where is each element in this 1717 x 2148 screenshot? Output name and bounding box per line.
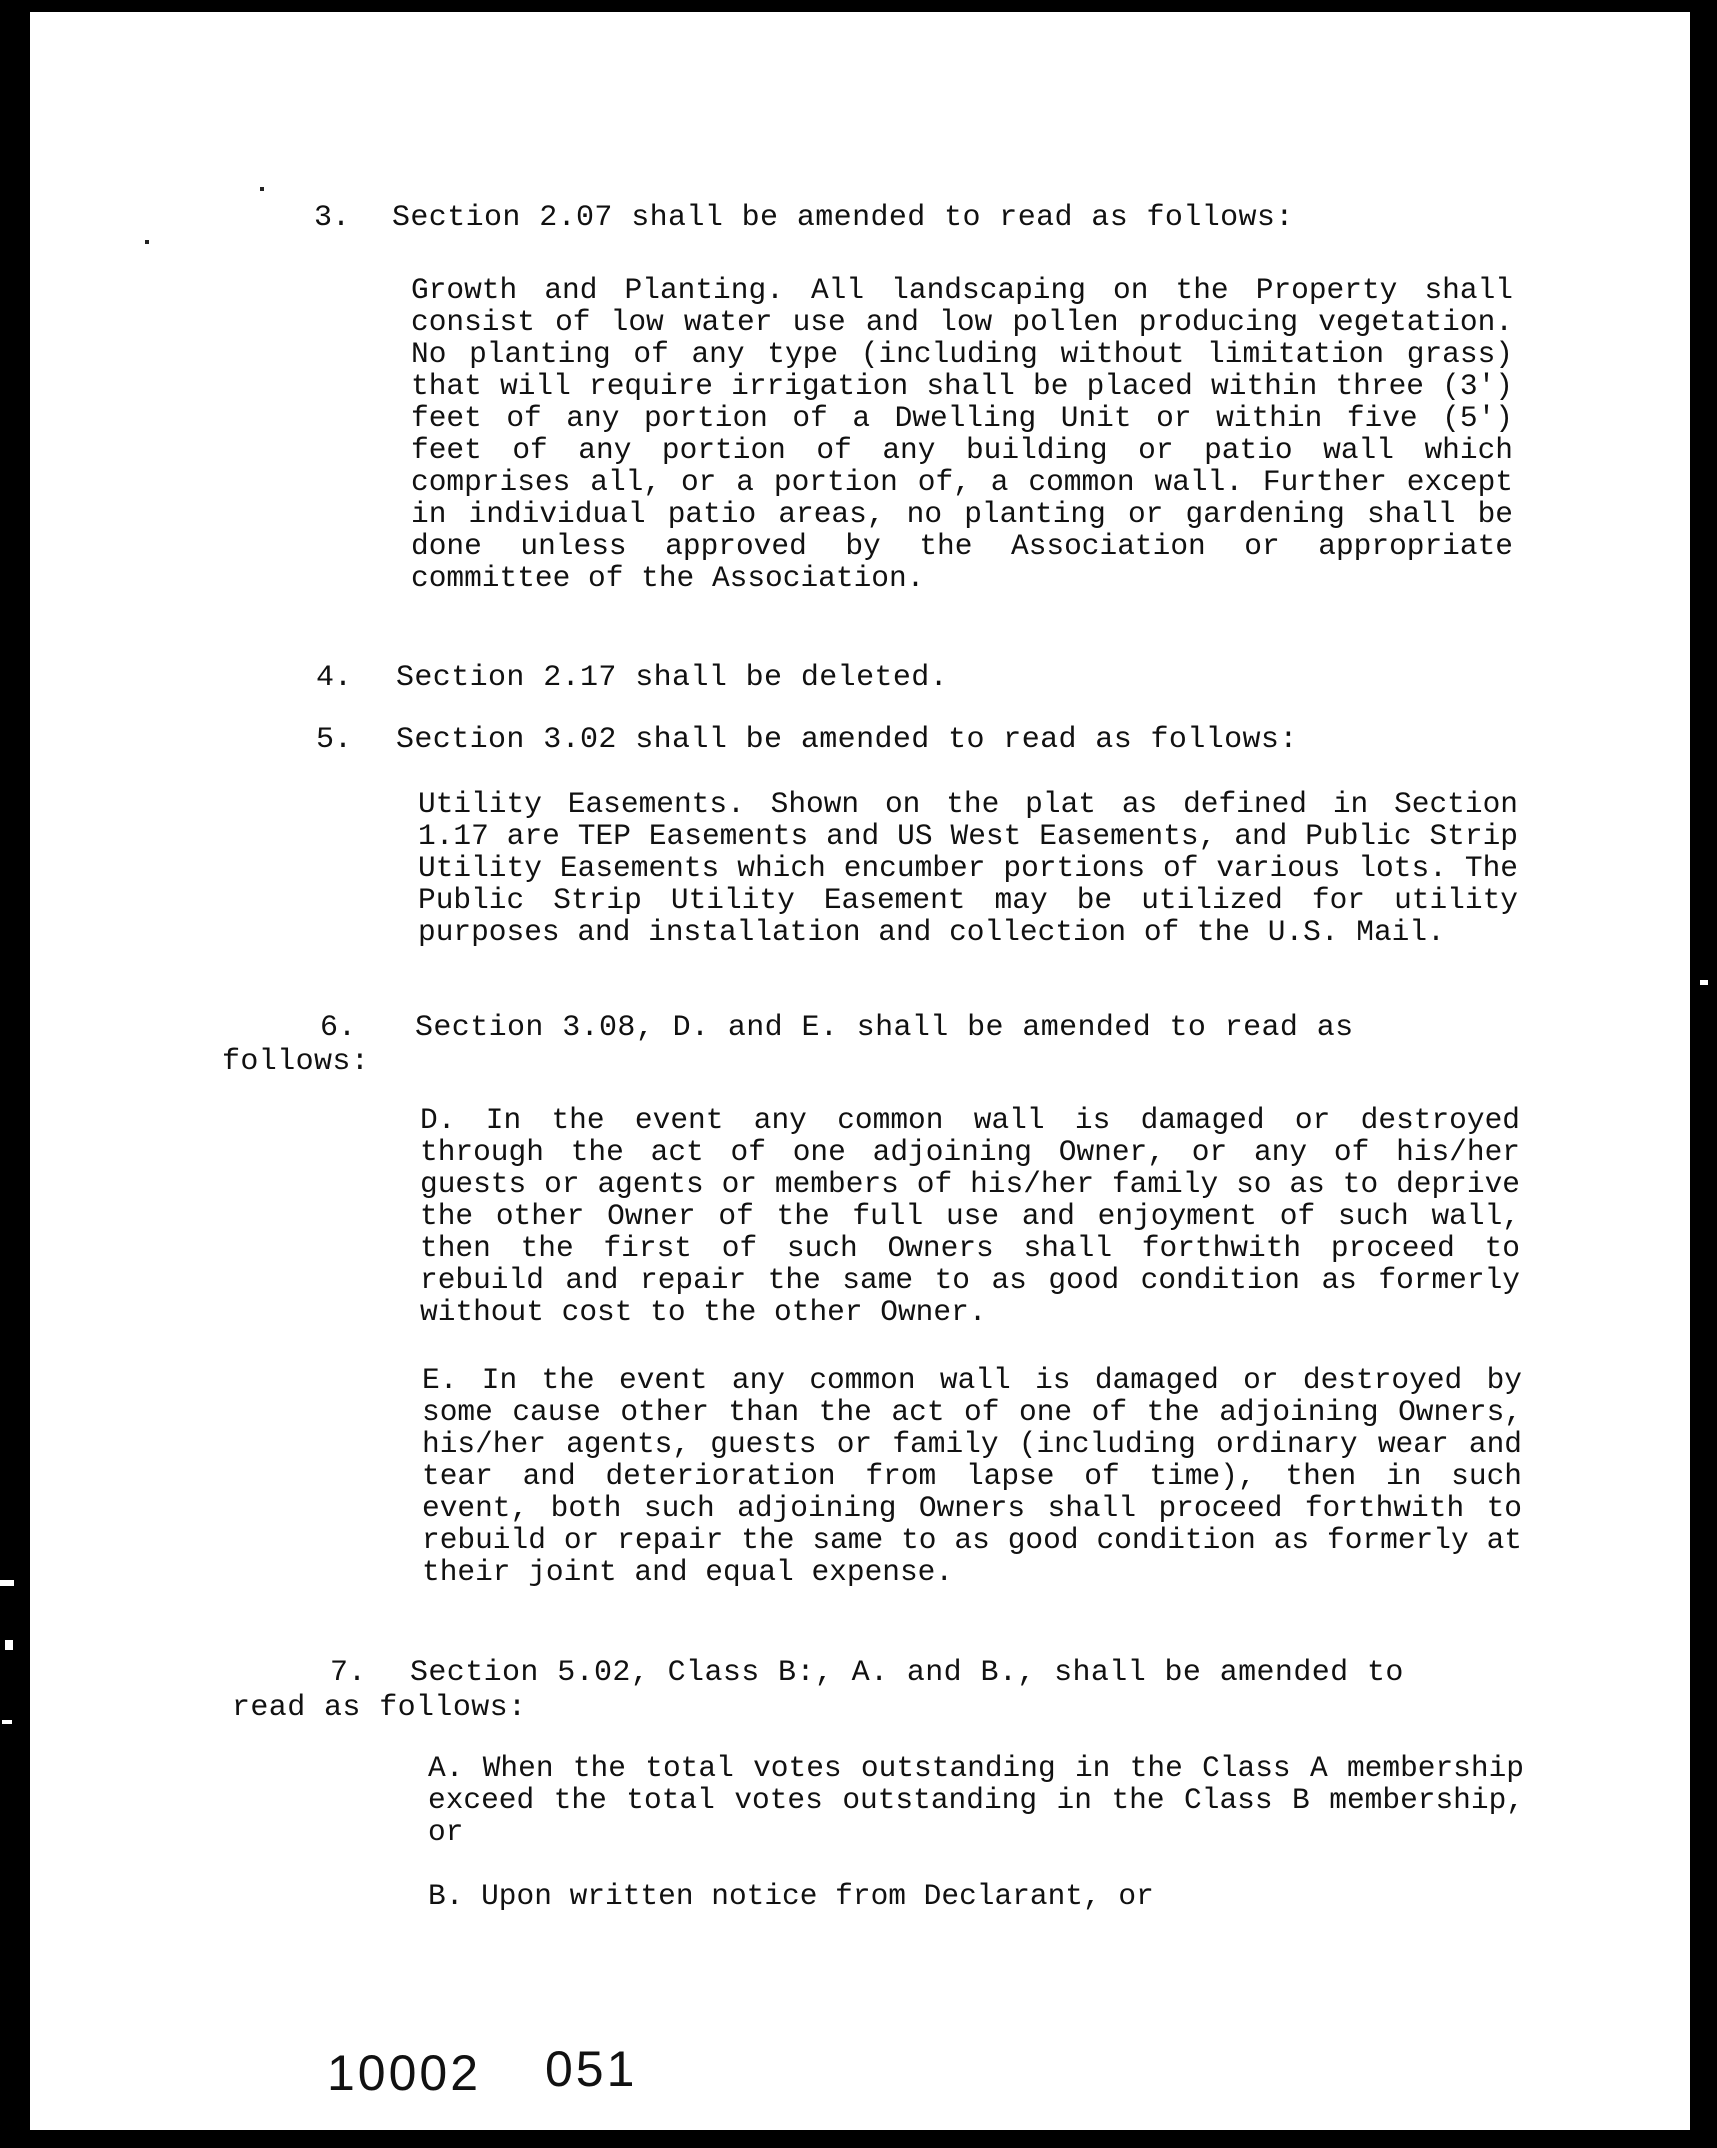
item-6-sub-d: D. In the event any common wall is damaged or destroyed through the act of one adjoining Owner, or any of his/her guests or agents or members of his/her family so as to deprive the other Owner of the full use and enjoyment of such wall, then the first of such Owners shall forthwith proceed to rebuild and repair the same to as good condition as formerly without cost to the other Owner. xyxy=(420,1103,1520,1329)
item-6-heading: Section 3.08, D. and E. shall be amended to read as xyxy=(415,1011,1354,1045)
item-4-number: 4. xyxy=(316,661,353,695)
item-6-heading-cont: follows: xyxy=(222,1045,370,1079)
item-6-number: 6. xyxy=(320,1011,357,1045)
item-7-sub-b: B. Upon written notice from Declarant, or xyxy=(428,1879,1154,1913)
item-3-number: 3. xyxy=(314,201,351,235)
item-7-heading-cont: read as follows: xyxy=(232,1691,527,1725)
item-7-number: 7. xyxy=(330,1656,367,1690)
item-5-heading: Section 3.02 shall be amended to read as follows: xyxy=(396,723,1298,757)
item-5-number: 5. xyxy=(316,723,353,757)
scan-speck xyxy=(5,1640,13,1650)
item-4-heading: Section 2.17 shall be deleted. xyxy=(396,661,949,695)
item-7-sub-a: A. When the total votes outstanding in the Class A membership exceed the total votes outstanding in the Class B membership, or xyxy=(428,1751,1524,1849)
footer-document-number: 10002 xyxy=(327,2045,482,2101)
scan-speck xyxy=(0,1580,14,1586)
item-6-sub-e: E. In the event any common wall is damaged or destroyed by some cause other than the act of one of the adjoining Owners, his/her agents, guests or family (including ordinary wear and tear and deterioration from lapse of time), then in such event, both such adjoining Owners shall proceed forthwith to rebuild or repair the same to as good condition as formerly at their joint and equal expense. xyxy=(422,1363,1522,1589)
item-3-heading: Section 2.07 shall be amended to read as follows: xyxy=(392,201,1294,235)
item-5-body: Utility Easements. Shown on the plat as defined in Section 1.17 are TEP Easements and US West Easements, and Public Strip Utility Easements which encumber portions of various lots. The Public Strip Utility Easement may be utilized for utility purposes and installation and collection of the U.S. Mail. xyxy=(418,787,1518,949)
document-page xyxy=(30,12,1690,2130)
scan-speck xyxy=(1700,980,1708,985)
item-7-heading: Section 5.02, Class B:, A. and B., shall be amended to xyxy=(410,1656,1404,1690)
item-3-body: Growth and Planting. All landscaping on the Property shall consist of low water use and low pollen producing vegetation. No planting of any type (including without limitation grass) that will require irrigation shall be placed within three (3') feet of any portion of a Dwelling Unit or within five (5') feet of any portion of any building or patio wall which comprises all, or a portion of, a common wall. Further except in individual patio areas, no planting or gardening shall be done unless approved by the Association or appropriate committee of the Association. xyxy=(411,273,1513,595)
scan-speck xyxy=(145,240,149,244)
scan-speck xyxy=(2,1720,12,1724)
scan-speck xyxy=(260,187,264,191)
footer-page-number: 051 xyxy=(545,2041,638,2097)
